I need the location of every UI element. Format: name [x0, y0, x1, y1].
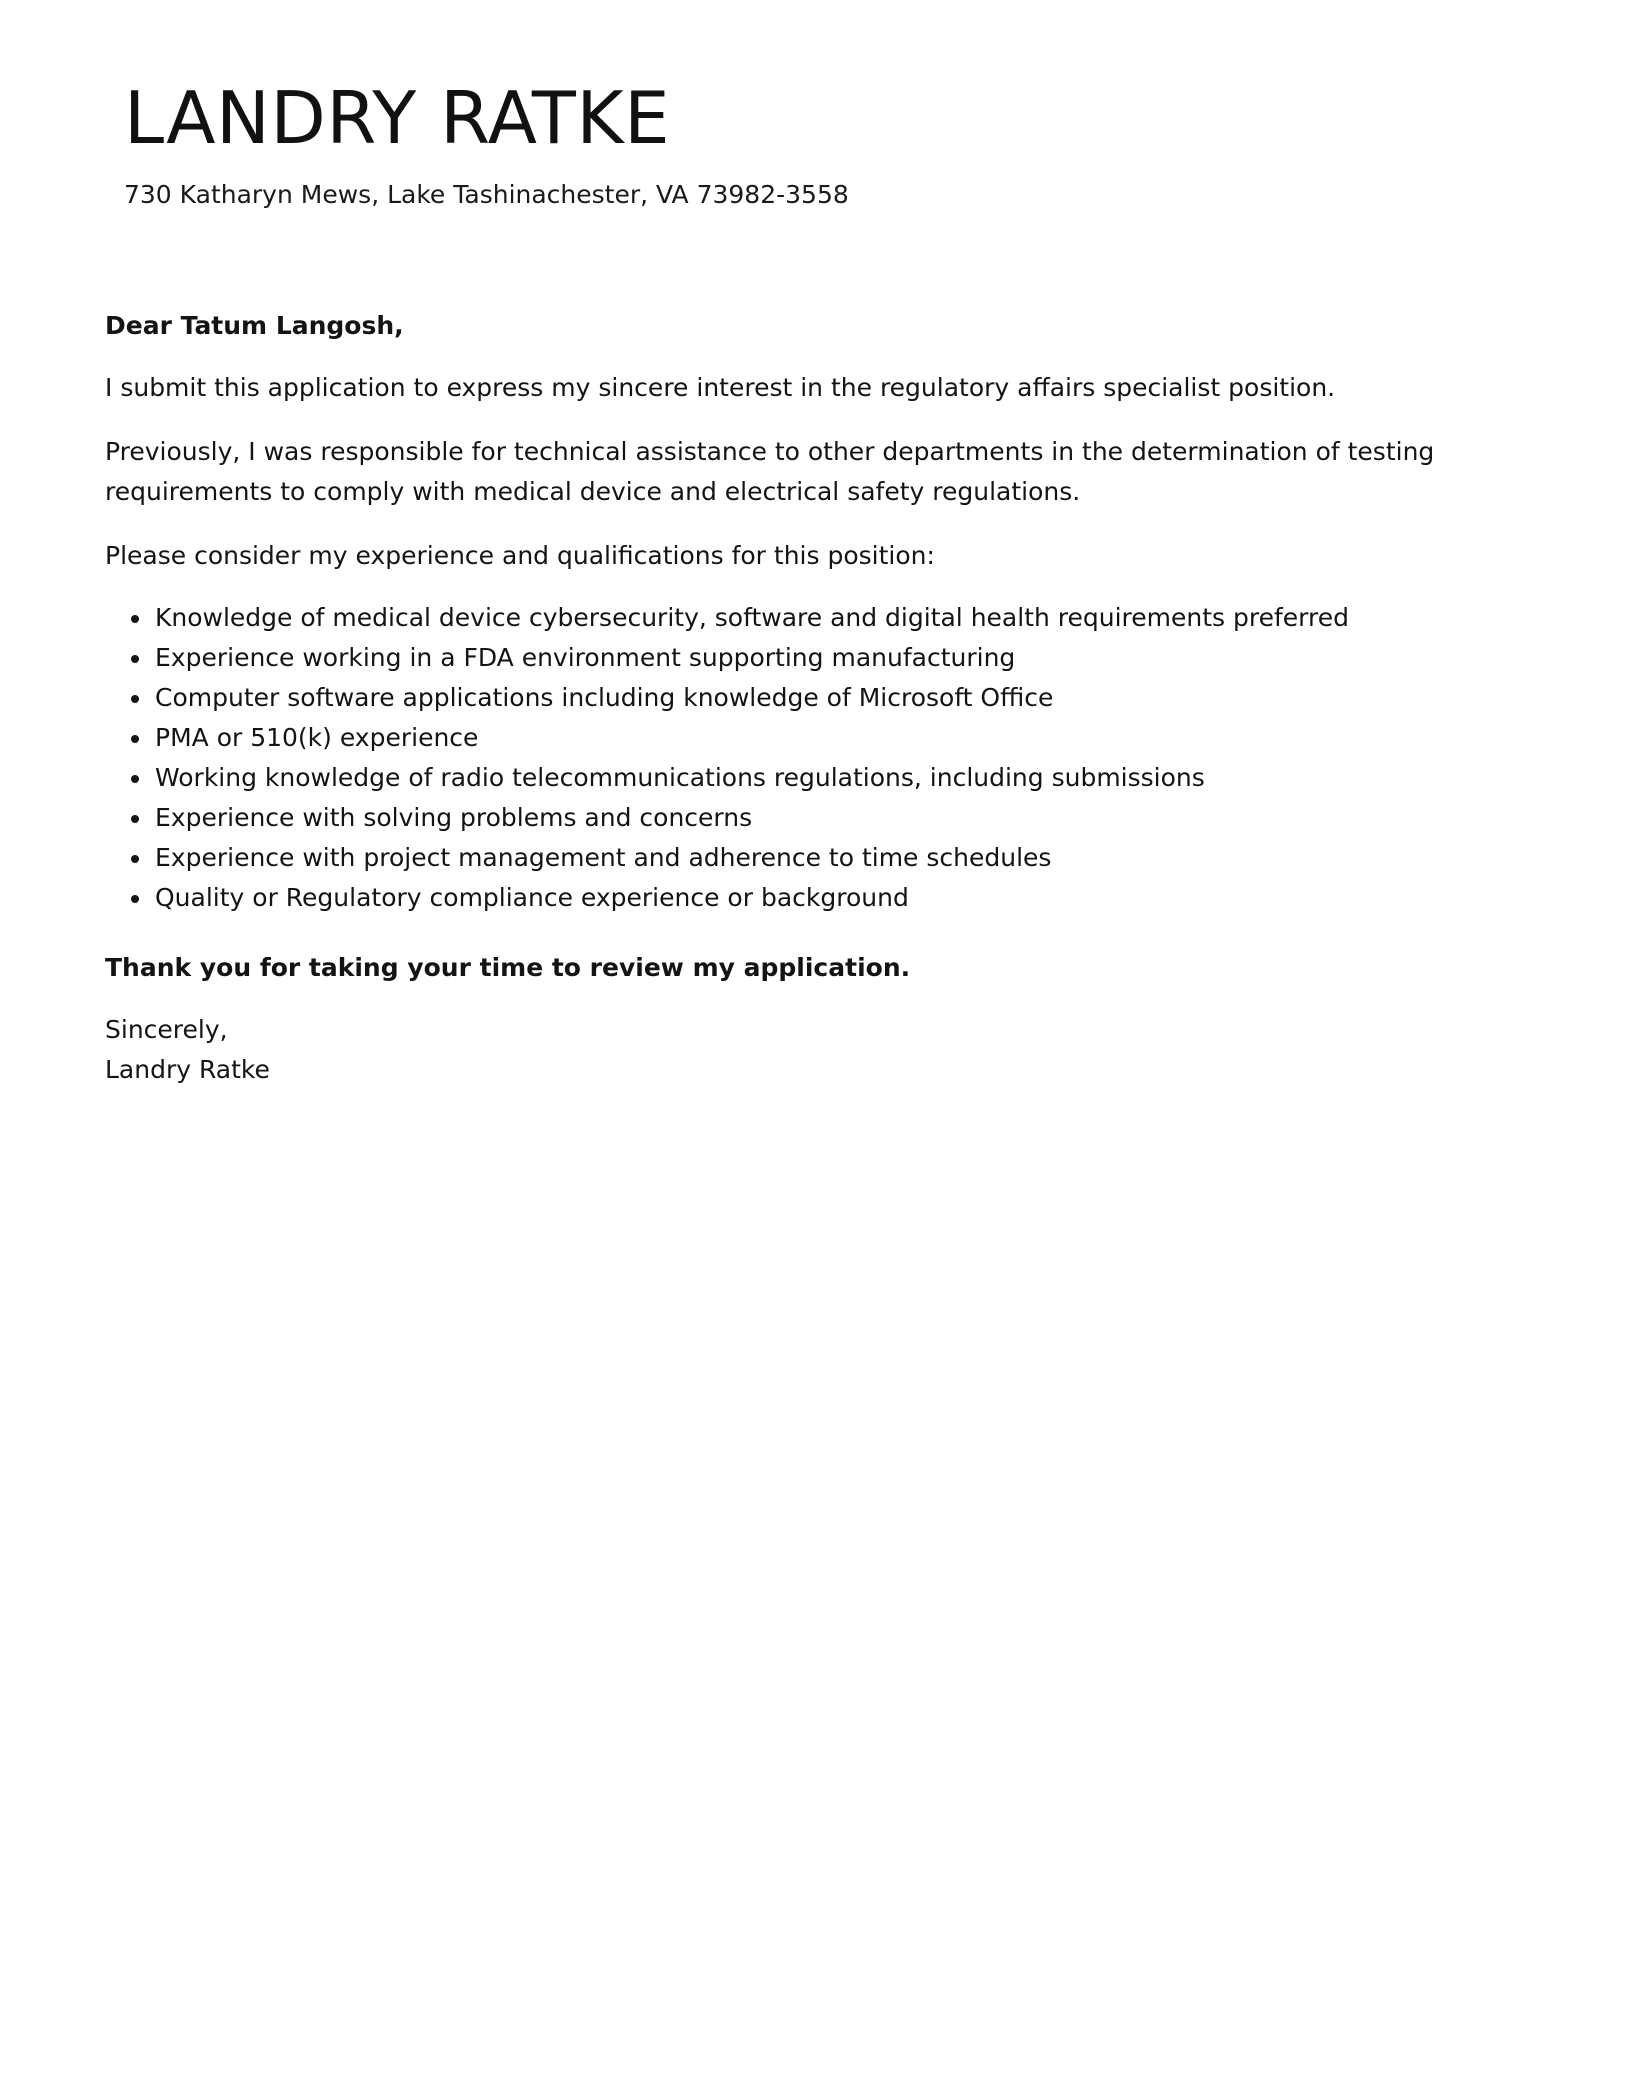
salutation: Dear Tatum Langosh, — [105, 311, 404, 340]
applicant-name: LANDRY RATKE — [124, 76, 671, 160]
paragraph-intro: I submit this application to express my sincere interest in the regulatory affairs specialist position. — [105, 373, 1336, 402]
list-item: • Knowledge of medical device cybersecurity, software and digital health requirements preferred — [153, 598, 1535, 638]
list-item: • Experience with project management and adherence to time schedules — [153, 838, 1535, 878]
list-item: • Working knowledge of radio telecommunications regulations, including submissions — [153, 758, 1535, 798]
closing: Sincerely, — [105, 1015, 228, 1044]
applicant-address: 730 Katharyn Mews, Lake Tashinachester, VA 73982-3558 — [124, 180, 849, 209]
paragraph-experience: Previously, I was responsible for technical assistance to other departments in the determination of testing requirements to comply with medical device and electrical safety regulations. — [105, 437, 1435, 506]
list-item: • PMA or 510(k) experience — [153, 718, 1535, 758]
letter-body — [105, 306, 1535, 1090]
list-item: • Computer software applications including knowledge of Microsoft Office — [153, 678, 1535, 718]
qualifications-list — [105, 598, 1535, 918]
list-item: • Quality or Regulatory compliance experience or background — [153, 878, 1535, 918]
thank-you-line: Thank you for taking your time to review my application. — [105, 953, 911, 982]
list-item: • Experience with solving problems and concerns — [153, 798, 1535, 838]
list-intro: Please consider my experience and qualifications for this position: — [105, 541, 935, 570]
letter-header — [124, 70, 849, 212]
signature-name: Landry Ratke — [105, 1055, 270, 1084]
list-item: • Experience working in a FDA environment supporting manufacturing — [153, 638, 1535, 678]
